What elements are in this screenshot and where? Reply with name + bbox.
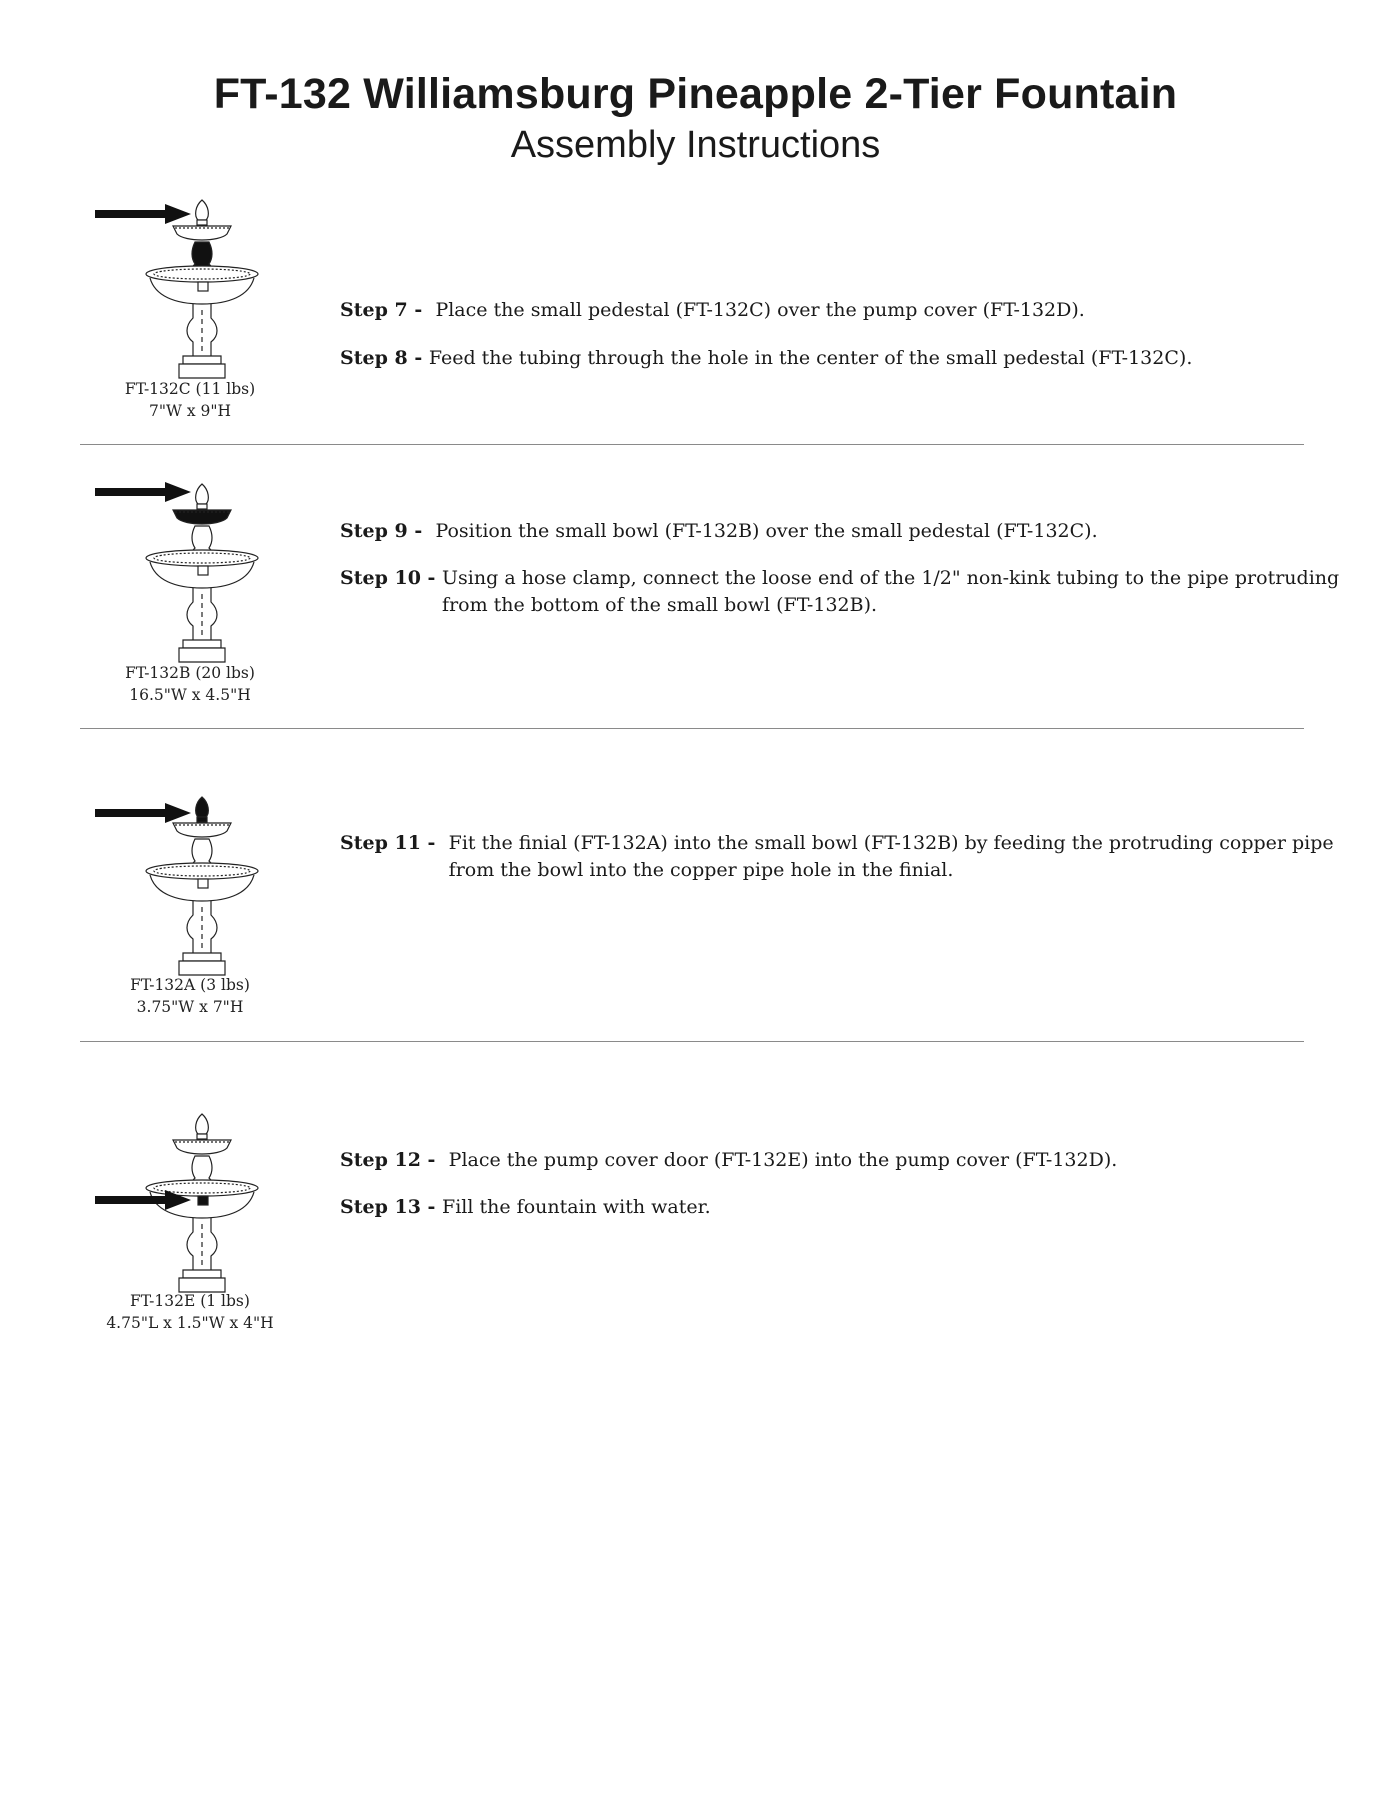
step-8 [340,345,1340,372]
document-subtitle: Assembly Instructions [510,124,881,166]
finial [196,1114,209,1134]
step-label: Step 8 - [340,347,429,369]
part-caption [80,662,300,706]
part-caption [80,378,300,422]
finial [196,200,209,220]
step-text: Fit the finial (FT-132A) into the small bowl (FT-132B) by feeding the protruding copper pipe from the bowl into the copper pipe hole in the finial. [448,832,1334,881]
small-pedestal [191,526,213,552]
section-divider [80,1041,1304,1042]
arrow-icon [95,803,191,823]
part-caption [80,974,300,1018]
finial [196,797,209,817]
step-text: Feed the tubing through the hole in the center of the small pedestal (FT-132C). [428,347,1193,369]
part-name-weight: FT-132B (20 lbs) [125,664,255,682]
section-divider [80,444,1304,445]
step-text: Position the small bowl (FT-132B) over the small pedestal (FT-132C). [435,520,1098,542]
step-10 [340,565,1340,619]
section-divider [80,728,1304,729]
step-12 [340,1147,1340,1174]
small-pedestal [191,839,213,865]
fountain-illustration-small-bowl [95,462,295,672]
small-bowl [173,823,231,837]
step-9 [340,518,1340,545]
step-text: Using a hose clamp, connect the loose end of the 1/2" non-kink tubing to the pipe protruding from the bottom of the small bowl (FT-132B). [442,567,1340,616]
step-text: Place the pump cover door (FT-132E) into the pump cover (FT-132D). [448,1149,1118,1171]
step-label: Step 13 - [340,1196,443,1218]
part-dimensions: 7"W x 9"H [148,402,232,420]
arrow-icon [95,204,191,224]
step-label: Step 9 - [340,520,436,542]
step-13 [340,1194,1340,1221]
part-dimensions: 16.5"W x 4.5"H [129,686,251,704]
step-label: Step 10 - [340,567,443,589]
finial [196,484,209,504]
part-name-weight: FT-132C (11 lbs) [124,380,256,398]
step-label: Step 11 - [340,832,449,854]
part-caption [80,1290,300,1334]
fountain-illustration-pump-cover-door [95,1092,295,1302]
small-bowl [173,1140,231,1154]
step-label: Step 7 - [340,299,436,321]
pump-cover-door [198,1196,208,1205]
part-name-weight: FT-132E (1 lbs) [130,1292,250,1310]
step-7 [340,297,1340,324]
small-bowl [173,226,231,240]
fountain-illustration-finial [95,775,295,985]
step-text: Place the small pedestal (FT-132C) over the pump cover (FT-132D). [435,299,1085,321]
fountain-illustration-small-pedestal [95,178,295,388]
part-dimensions: 4.75"L x 1.5"W x 4"H [106,1314,274,1332]
step-label: Step 12 - [340,1149,449,1171]
small-bowl [173,510,231,524]
small-pedestal [191,242,213,268]
pump-cover-door [198,879,208,888]
step-11 [340,830,1340,884]
document-title: FT-132 Williamsburg Pineapple 2-Tier Fountain [213,70,1178,118]
pump-cover-door [198,566,208,575]
small-pedestal [191,1156,213,1182]
part-name-weight: FT-132A (3 lbs) [130,976,250,994]
pump-cover-door [198,282,208,291]
arrow-icon [95,482,191,502]
step-text: Fill the fountain with water. [442,1196,711,1218]
part-dimensions: 3.75"W x 7"H [136,998,244,1016]
